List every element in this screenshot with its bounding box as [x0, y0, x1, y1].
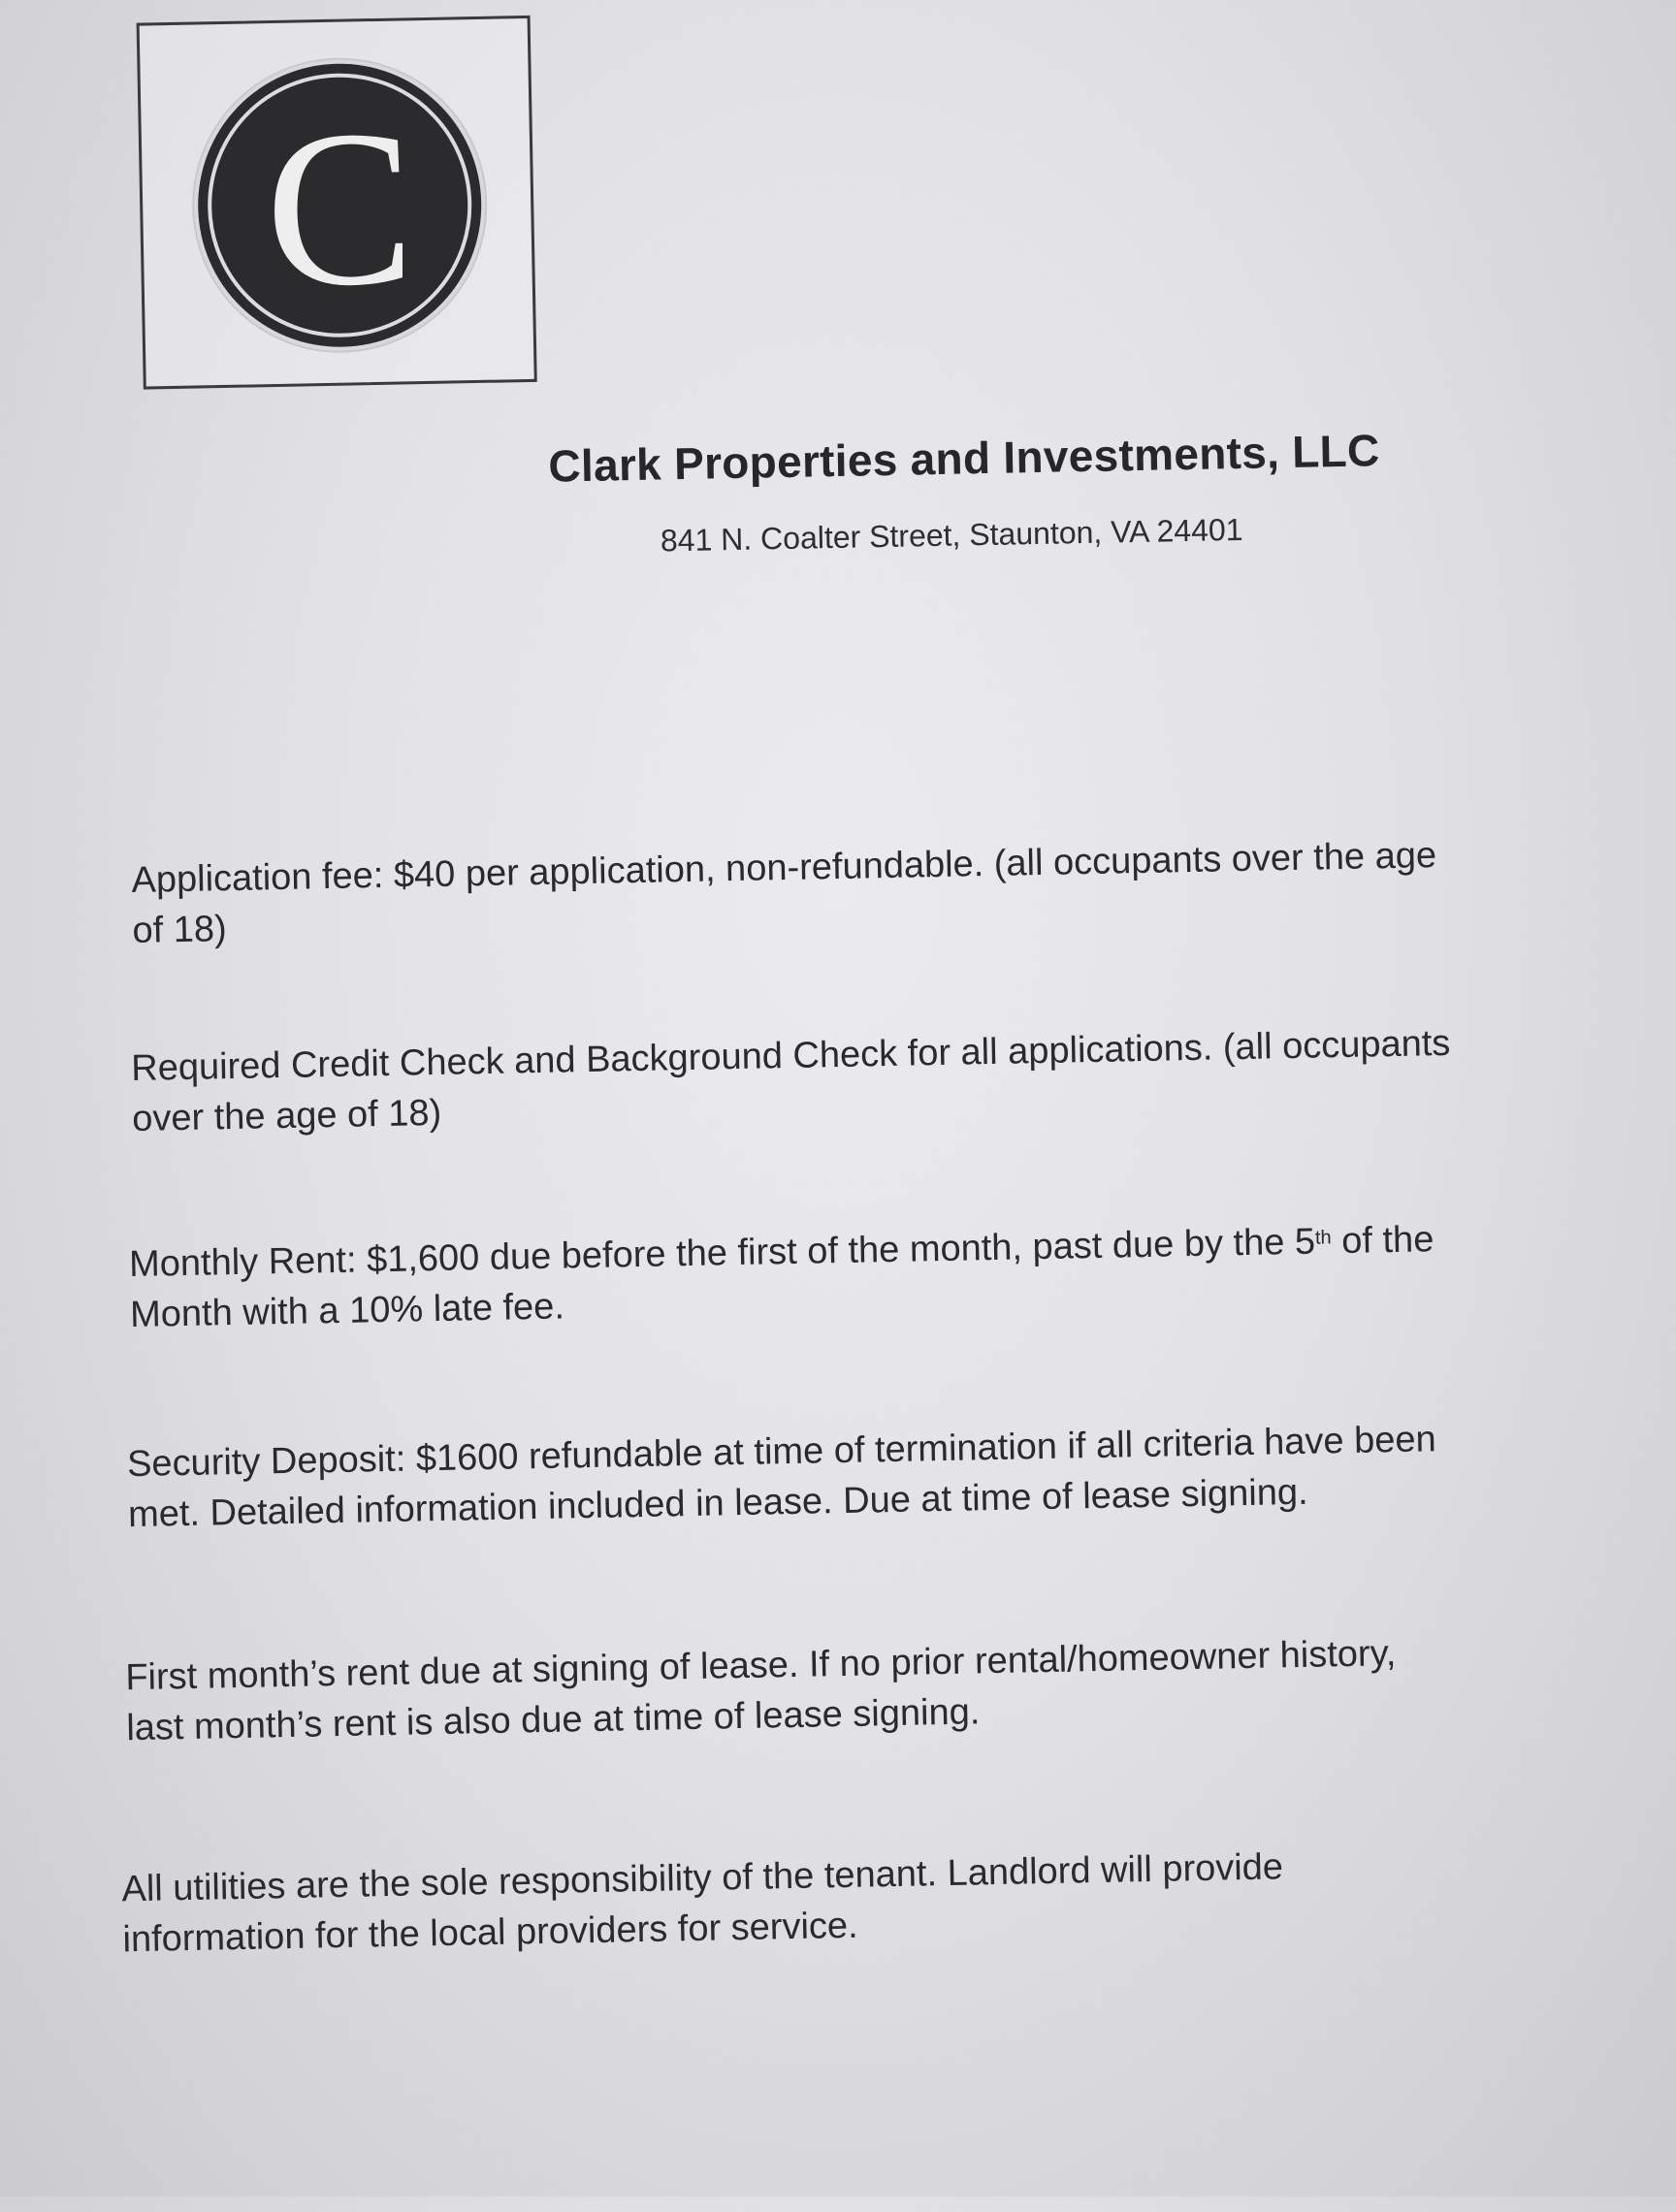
term-line: Required Credit Check and Background Check for all applications. (all occupants	[130, 1022, 1451, 1089]
term-line: met. Detailed information included in lease. Due at time of lease signing.	[127, 1471, 1308, 1536]
company-logo	[186, 52, 493, 359]
company-name: Clark Properties and Investments, LLC	[547, 425, 1381, 492]
company-address: 841 N. Coalter Street, Staunton, VA 24401	[660, 511, 1243, 559]
logo-frame	[137, 16, 537, 390]
term-line: Security Deposit: $1600 refundable at time of termination if all criteria have been	[126, 1419, 1437, 1486]
term-line: All utilities are the sole responsibility of the tenant. Landlord will provide	[121, 1846, 1284, 1910]
logo-letter: C	[263, 82, 417, 334]
term-line: First month’s rent due at signing of lease. If no prior rental/homeowner history,	[124, 1633, 1397, 1699]
term-text: of the	[1331, 1219, 1434, 1263]
term-credit-check	[131, 1016, 1530, 1144]
term-line: over the age of 18)	[131, 1092, 442, 1139]
term-line: of 18)	[132, 909, 228, 951]
term-line: information for the local providers for service.	[122, 1905, 858, 1961]
term-utilities	[121, 1838, 1520, 1966]
term-security-deposit	[127, 1412, 1526, 1540]
ordinal-suffix: th	[1314, 1227, 1332, 1249]
term-line: Application fee: $40 per application, non-refundable. (all occupants over the age	[131, 835, 1437, 901]
term-line: last month’s rent is also due at time of lease signing.	[125, 1691, 981, 1749]
term-line: Month with a 10% late fee.	[129, 1286, 565, 1336]
term-first-month-rent	[125, 1626, 1524, 1754]
term-monthly-rent	[129, 1212, 1528, 1340]
term-text: Monthly Rent: $1,600 due before the first of the month, past due by the 5	[128, 1221, 1316, 1286]
term-application-fee	[131, 828, 1530, 956]
